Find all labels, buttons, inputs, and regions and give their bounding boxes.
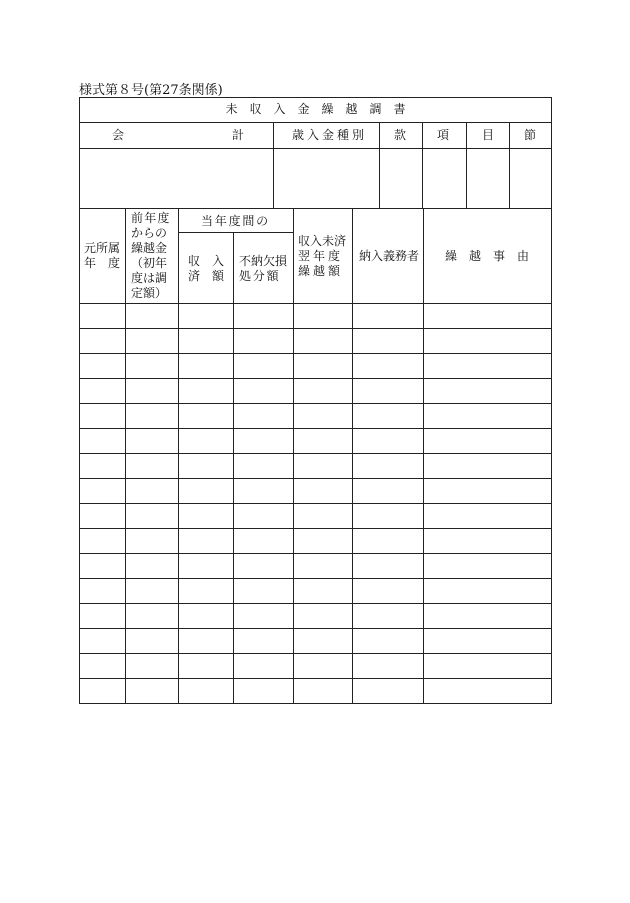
col-mishu-1: 収入未済 <box>298 234 347 248</box>
table-row-divider <box>80 628 551 629</box>
col-divider-kan <box>379 122 380 208</box>
header-saiyu-kinshubetsu: 歳入金種別 <box>292 128 368 142</box>
table-row-divider <box>80 653 551 654</box>
table-row-divider <box>80 353 551 354</box>
header-kai: 会 <box>112 128 125 142</box>
carryover-report-table <box>79 97 552 704</box>
header-kou: 項 <box>437 128 450 142</box>
col-divider-2 <box>178 208 179 704</box>
table-row-divider <box>80 428 551 429</box>
col-funou-1: 不納欠損 <box>239 254 288 268</box>
col-divider-6 <box>423 208 424 704</box>
header-setsu: 節 <box>524 128 537 142</box>
col-shunyu-1: 収 入 <box>188 254 225 268</box>
table-row-divider <box>80 453 551 454</box>
col-motosho-nendo-1: 元所属 <box>84 241 121 255</box>
col-kurikoshi-jiyu: 繰 越 事 由 <box>444 249 529 263</box>
col-mishu-3: 繰越額 <box>298 264 344 278</box>
table-row-divider <box>80 403 551 404</box>
header-kan: 款 <box>394 128 407 142</box>
header-kei: 計 <box>232 128 245 142</box>
table-row-divider <box>80 528 551 529</box>
row-divider-header <box>80 148 551 149</box>
table-row-divider <box>80 503 551 504</box>
col-divider-account <box>273 122 274 208</box>
col-divider-moku <box>466 122 467 208</box>
header-moku: 目 <box>482 128 495 142</box>
col-motosho-nendo-2: 年 度 <box>84 256 121 270</box>
row-divider-account-body <box>80 208 551 209</box>
col-divider-5 <box>352 208 353 704</box>
form-number-label: 様式第８号(第27条関係) <box>79 83 223 98</box>
table-row-divider <box>80 478 551 479</box>
col-zennendo-4: （初年 <box>131 256 168 270</box>
col-divider-3 <box>233 232 234 704</box>
table-row-divider <box>80 553 551 554</box>
col-funou-2: 処分額 <box>239 269 281 283</box>
col-zennendo-2: からの <box>131 226 168 240</box>
table-row-divider <box>80 328 551 329</box>
table-row-divider <box>80 678 551 679</box>
col-mishu-2: 翌年度 <box>298 249 344 263</box>
table-row-divider <box>80 578 551 579</box>
col-zennendo-5: 度は調 <box>131 271 168 285</box>
row-divider-tonendo <box>178 232 293 233</box>
col-divider-1 <box>125 208 126 704</box>
table-title: 未 収 入 金 繰 越 調 書 <box>225 102 406 116</box>
col-shunyu-2: 済 額 <box>188 269 225 283</box>
col-divider-4 <box>293 208 294 704</box>
col-zennendo-6: 定額） <box>131 286 168 300</box>
col-tonendo: 当年度間の <box>200 214 270 228</box>
table-row-divider <box>80 603 551 604</box>
col-divider-kou <box>422 122 423 208</box>
col-nounyu: 納入義務者 <box>359 249 420 263</box>
row-divider-title <box>80 122 551 123</box>
row-divider-column-header <box>80 303 551 304</box>
col-zennendo-1: 前年度 <box>131 211 171 225</box>
col-zennendo-3: 繰越金 <box>131 241 168 255</box>
col-divider-setsu <box>509 122 510 208</box>
table-row-divider <box>80 378 551 379</box>
